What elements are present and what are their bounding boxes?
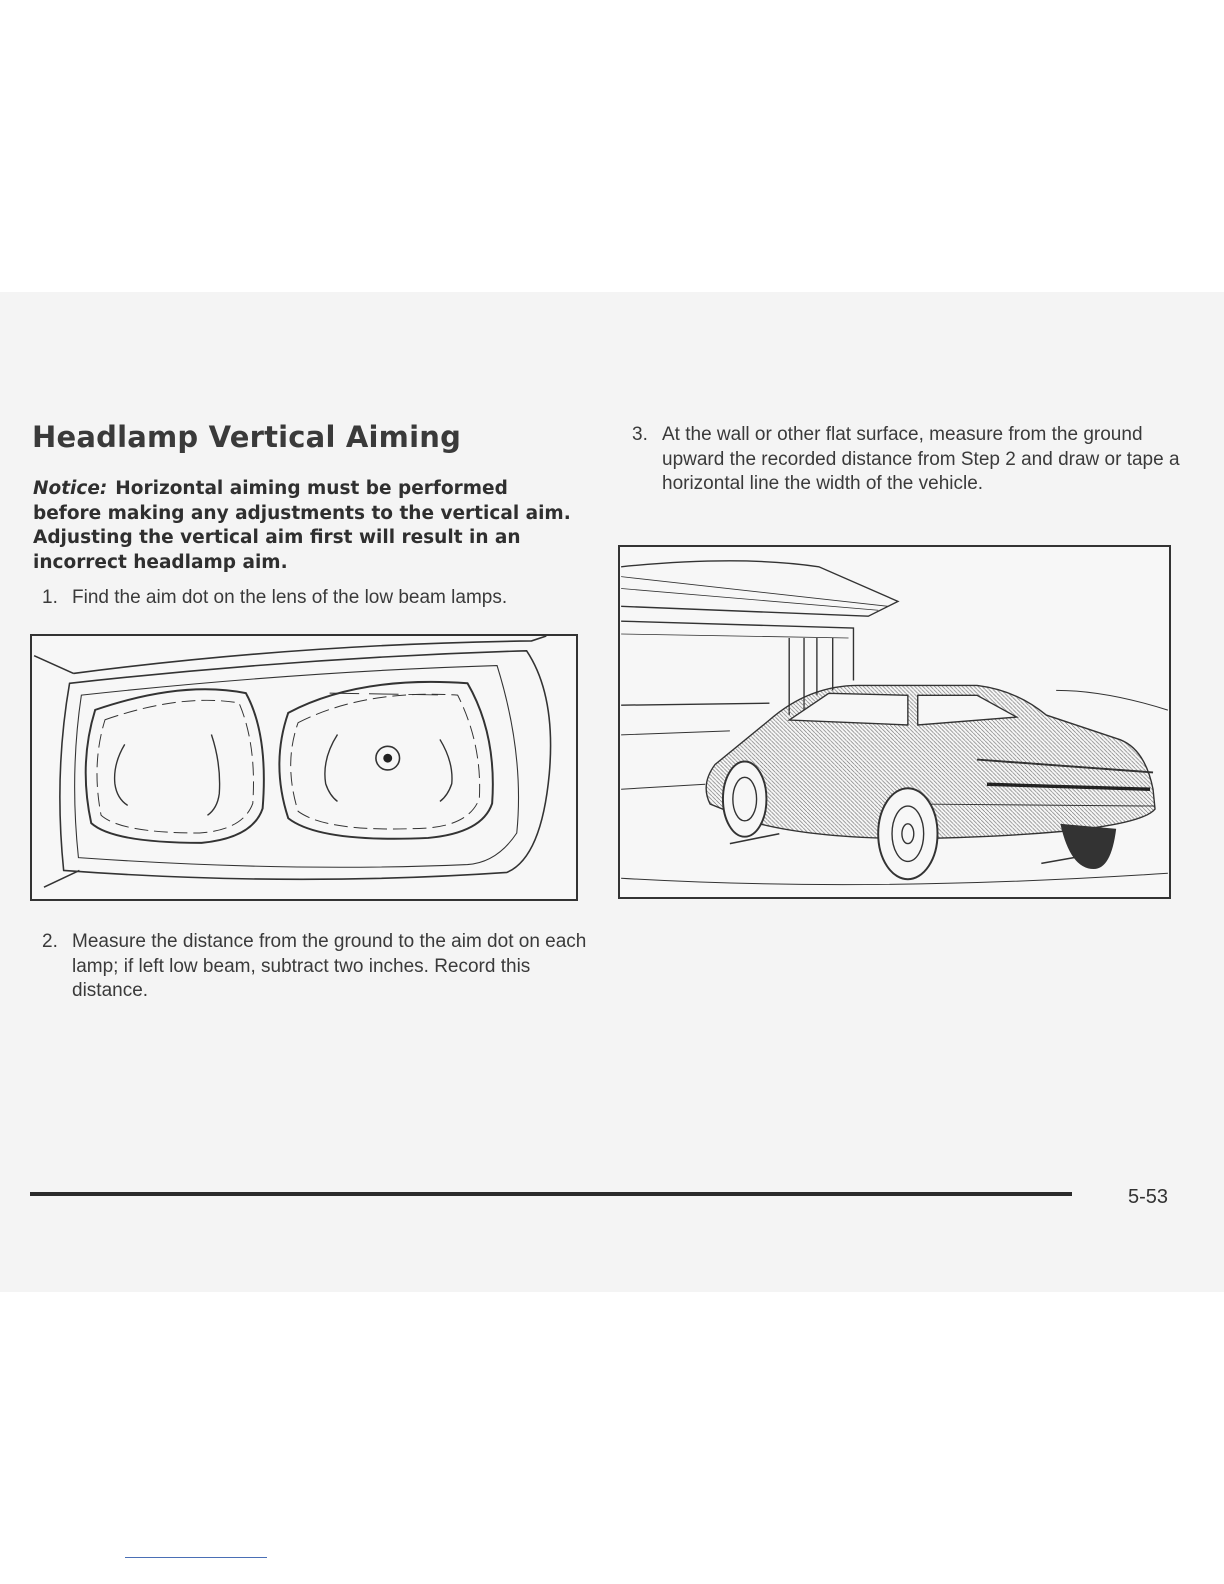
step-text: At the wall or other flat surface, measure from the ground upward the recorded distance from Step 2 and draw or tape a horizontal line the width of the vehicle. bbox=[662, 424, 1180, 494]
page-number: 5-53 bbox=[1128, 1186, 1169, 1208]
step-3 bbox=[632, 423, 1192, 497]
vehicle-at-wall-illustration bbox=[618, 545, 1171, 899]
headlamp-drawing bbox=[32, 636, 576, 899]
step-number: 2. bbox=[42, 931, 58, 952]
step-number: 1. bbox=[42, 587, 58, 608]
footer-rule bbox=[30, 1192, 1072, 1196]
step-text: Measure the distance from the ground to the aim dot on each lamp; if left low beam, subtract two inches. Record this distance. bbox=[72, 931, 587, 1001]
bottom-link-underline bbox=[125, 1557, 267, 1558]
notice-text: Horizontal aiming must be performed before making any adjustments to the vertical aim. Adjusting the vertical aim first will result in an incorrect headlamp aim. bbox=[33, 478, 571, 573]
notice-paragraph bbox=[33, 477, 573, 575]
step-text: Find the aim dot on the lens of the low beam lamps. bbox=[72, 587, 508, 608]
section-title: Headlamp Vertical Aiming bbox=[32, 420, 462, 454]
step-number: 3. bbox=[632, 424, 648, 445]
vehicle-drawing bbox=[620, 547, 1169, 897]
headlamp-lens-illustration bbox=[30, 634, 578, 901]
notice-label: Notice: bbox=[33, 478, 108, 499]
step-2 bbox=[42, 930, 592, 1004]
step-1 bbox=[42, 586, 632, 611]
